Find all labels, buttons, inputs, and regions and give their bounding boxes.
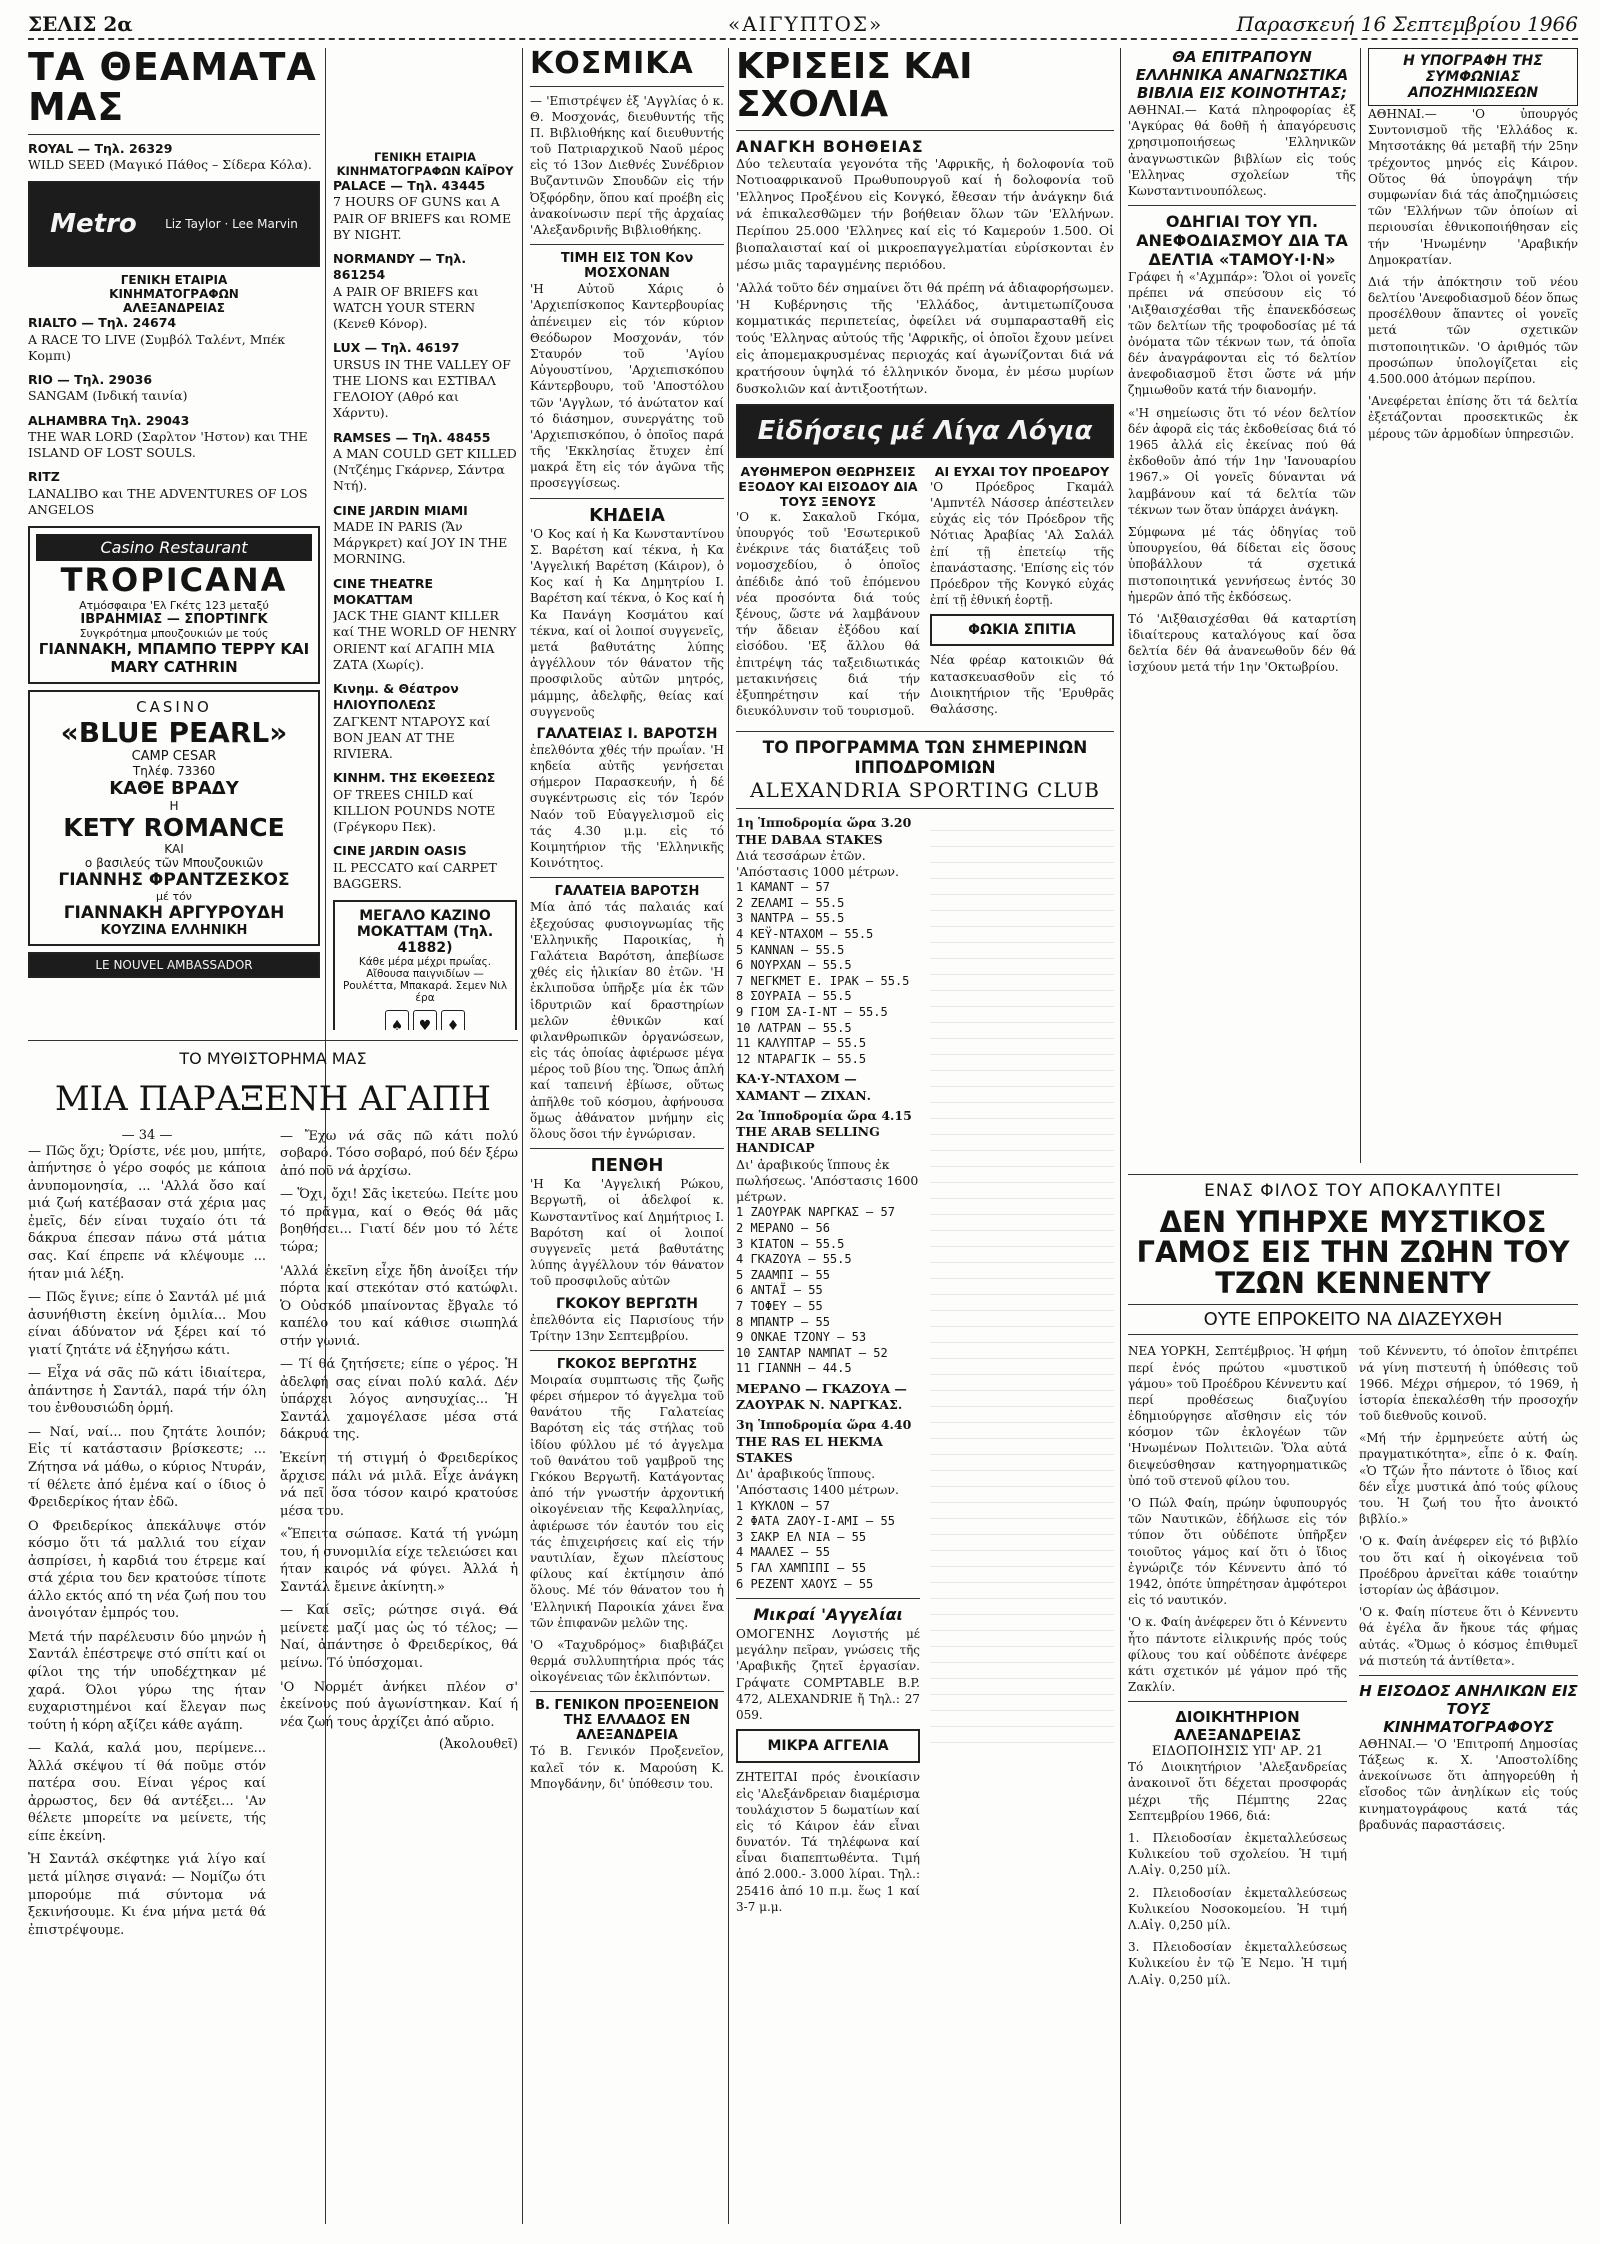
paragraph: 'Ο κ. Φαίη ἀνέφερεν ὅτι ὁ Κέννεντυ ἦτο πάντοτε εἰλικρινής πρός τούς φίλους του καί οὐδέποτε ἀνέφερε κάτι σχετικόν μέ γάμον πρό τῆς Ζακλίν.: [1128, 1615, 1347, 1695]
cinema-film: THE WAR LORD (Σαρλτον 'Ηστον) και THE ISLAND OF LOST SOULS.: [28, 428, 308, 461]
race-entry: 8 ΣΟΥΡΑΙΑ — 55.5: [736, 989, 852, 1004]
paragraph: ΟΜΟΓΕΝΗΣ Λογιστής μέ μεγάλην πεῖραν, γνώσεις τῆς 'Αραβικῆς ζητεῖ ἐργασίαν. Γράψατε COMPTABLE B.P. 472, ALEXANDRIE ἤ Τηλ.: 27 059.: [736, 1627, 920, 1722]
news-column: [1368, 48, 1578, 1158]
article-kicker: ΕΝΑΣ ΦΙΛΟΣ ΤΟΥ ΑΠΟΚΑΛΥΠΤΕΙ: [1204, 1181, 1502, 1201]
classifieds-title: ΜΙΚΡΑ ΑΓΓΕΛΙΑ: [736, 1729, 920, 1763]
cinema-name: RIO — Τηλ. 29036: [28, 372, 153, 388]
paragraph: 'Ο κ. Φαίη ἀνέφερεν εἰς τό βιβλίο του ὅτι καί ἡ οἰκογένεια τοῦ Προέδρου ἀρνεῖται κάθε τοιαύτην ἱστορίαν ὡς ἀβάσιμον.: [1359, 1534, 1578, 1597]
race-entry: 5 ΓΑΛ ΧΑΜΠΙΠΙ — 55: [736, 1561, 867, 1576]
article-headline: ΚΗΔΕΙΑ: [589, 504, 665, 526]
paragraph: — Ὅχι, ὄχι! Σᾶς ἱκετεύω. Πείτε μου τό πρᾶγμα, καί ο Θεός θά μᾶς βοηθήσει... Γιατί δέν μου τό λέτε τώρα;: [280, 1187, 518, 1255]
card-icon: ♠: [385, 1010, 409, 1030]
race-entry: 6 ΡΕΖΕΝΤ ΧΑΟΥΣ — 55: [736, 1576, 874, 1591]
race-entry: 2 ΦΑΤΑ ΖΑΟΥ-Ι-ΑΜΙ — 55: [736, 1514, 895, 1529]
article-headline: ΓΑΛΑΤΕΙΑ ΒΑΡΟΤΣΗ: [554, 884, 700, 900]
ad-line: Η: [169, 799, 179, 814]
metro-logo: Metro: [50, 209, 137, 240]
page-number: ΣΕΛΙΣ 2α: [28, 12, 133, 36]
company-heading: ΓΕΝΙΚΗ ΕΤΑΙΡΙΑ ΚΙΝΗΜΑΤΟΓΡΑΦΩΝ ΚΑΪΡΟΥ: [336, 150, 514, 178]
ad-line: CASINO: [136, 698, 212, 717]
cards-illustration: [341, 1010, 509, 1030]
deceased-name: ΓΚΟΚΟΥ ΒΕΡΓΩΤΗ: [555, 1295, 699, 1312]
race-entry: 9 ΟΝΚΑΕ ΤΖΟΝΥ — 53: [736, 1330, 867, 1345]
paragraph: τοῦ Κέννεντυ, τό ὁποῖον ἐπιτρέπει νά γίνη πιστευτή ἡ ὑπόθεσις τοῦ 1966. Μέχρι σήμερον, τό 1969, ἡ ἱστορία ἐπεκαλέσθη τήν προσοχήν τοῦ διεθνοῦς κοινοῦ.: [1359, 1344, 1578, 1424]
race-entry: 6 ΑΝΤΑΪ — 55: [736, 1283, 823, 1298]
race-tip: ΚΑ·Υ-ΝΤΑΧΟΜ — ΧΑΜΑΝΤ — ΖΙΧΑΝ.: [736, 1071, 872, 1103]
paragraph: — Τί θά ζητήσετε; είπε ο γέρος. Ἡ ἀδελφή σας είναι πολύ καλά. Δέν ὑπάρχει λόγος ανησυχίας... Ἡ Σαντάλ χαμογέλασε μέσα στά δάκρυά της.: [280, 1357, 518, 1443]
racing-club: ALEXANDRIA SPORTING CLUB: [750, 778, 1100, 803]
paragraph: Νέα φρέαρ κατοικιῶν θά κατασκευασθοῦν εἰς τό Διοικητήριον τῆς 'Ερυθρᾶς Θαλάσσης.: [930, 653, 1114, 716]
ad-line: ΙΒΡΑΗΜΙΑΣ — ΣΠΟΡΤΙΝΓΚ: [80, 612, 268, 628]
cinema-name: RITZ: [28, 469, 60, 485]
paragraph: 'Η Αὐτοῦ Χάρις ὁ 'Αρχιεπίσκοπος Καντερβουρίας ἀπένειμεν εἰς τόν κύριον Θεόδωρον Μοσχονάν, τόν Σταυρόν τοῦ 'Αγίου Αὐγουστίνου, 'Αρχιεπισκόπου Κάντερβουρυ, τοῦ 'Αποστόλου τῶν 'Αγγλων, τό ἀνώτατον καί τό διάσημον, συνεργάτης τοῦ 'Αρχιεπισκόπου, ὁ ὁποῖος παρά τῆς 'Εκκλησίας ἔτυχεν ἐπί μακρά ἔτη εἰς τόν ἀγῶνα τῆς προσεγγίσεως.: [530, 282, 724, 491]
race-entry: 4 ΓΚΑΖΟΥΑ — 55.5: [736, 1252, 852, 1267]
ad-line: ΚΟΥΖΙΝΑ ΕΛΛΗΝΙΚΗ: [100, 923, 248, 939]
ad-line: KETY ROMANCE: [63, 813, 285, 843]
paragraph: Μοιραία συμπτωσις τῆς ζωῆς φέρει σήμερον τό ἀγγελμα τοῦ θανάτου τῆς Γαλατείας Βαρότση εἰς τάς στήλας τοῦ ἰδίου φύλλου μέ τό ἀγγελμα τοῦ θανάτου τοῦ γαμβροῦ της Γκόκου Βεργωτῆ. Κατάγοντας ἀπό τήν γνωστήν ἀρχοντική οἰκογένειαν τῆς Κεφαλληνίας, ἀφιέρωσε τόν ἑαυτόν του εἰς τάς ἐπιχειρήσεις καί εἰς τήν ναυτιλίαν, ἔχων πλείστους φίλους καί ἐκτίμησιν ἀπό ὅλους. Μέ τόν θάνατον του ἡ 'Ελληνική Παροικία χάνει ἕνα τῶν ἐπιφανῶν μελῶν της.: [530, 1372, 724, 1630]
cinema-name: CINE THEATRE MOKATTAM: [333, 575, 434, 607]
race-entry: 12 ΝΤΑΡΑΓΙΚ — 55.5: [736, 1051, 867, 1066]
society-column: [530, 48, 724, 2228]
newspaper-title: «ΑΙΓΥΠΤΟΣ»: [728, 12, 884, 36]
ad-line: CAMP CESAR: [131, 749, 217, 765]
article-headline: ΔΕΝ ΥΠΗΡΧΕ ΜΥΣΤΙΚΟΣ ΓΑΜΟΣ ΕΙΣ ΤΗΝ ΖΩΗΝ ΤΟΥ ΤΖΩΝ ΚΕΝΝΕΝΤΥ: [1136, 1205, 1570, 1300]
paragraph: Ἡ Σαντάλ σκέφτηκε γιά λίγο καί μετά μίλησε σιγανά: — Νομίζω ότι μπορούμε πιά σύντομα νά ξεκινήσουμε. Κι ένα μήνα μετά θά ἐπιστρέψουμε.: [28, 1852, 266, 1938]
racing-program-title: ΤΟ ΠΡΟΓΡΑΜΜΑ ΤΩΝ ΣΗΜΕΡΙΝΩΝ ΙΠΠΟΔΡΟΜΙΩΝ: [762, 738, 1088, 779]
paragraph: Σύμφωνα μέ τάς ὁδηγίας τοῦ ὑπουργείου, θά δίδεται εἰς ὅσους ὑποβάλλουν τά σχετικά πιστοποιητικά γεννήσεως ἐντός 30 ἡμερῶν ἀπό τῆς ἐκδόσεως.: [1128, 524, 1356, 604]
paragraph: «'Η σημείωσις ὅτι τό νέον δελτίον δέν ἀφορᾶ εἰς τάς ἐκδοθείσας διά τό 1965 ἀλλά εἰς ἐκείνας πού θά ἐκδοθοῦν ἀπό τήν 1ην 'Ιανουαρίου 1967.» Οἱ γονεῖς δύνανται νά λαμβάνουν καί τά δελτία τῶν τέκνων των ὅταν ὑπάρχει ἀνάγκη.: [1128, 405, 1356, 517]
race-entry: 5 ΚΑΝΝΑΝ — 55.5: [736, 942, 845, 957]
article-headline: Β. ΓΕΝΙΚΟΝ ΠΡΟΞΕΝΕΙΟΝ ΤΗΣ ΕΛΛΑΔΟΣ ΕΝ ΑΛΕΞΑΝΔΡΕΙΑ: [535, 1698, 719, 1744]
metro-ad: [28, 181, 320, 267]
race-entry: 5 ΖΑΑΜΠΙ — 55: [736, 1267, 830, 1282]
article-headline: ΑΥΘΗΜΕΡΟΝ ΘΕΩΡΗΣΕΙΣ ΕΞΟΔΟΥ ΚΑΙ ΕΙΣΟΔΟΥ ΔΙΑ ΤΟΥΣ ΞΕΝΟΥΣ: [738, 463, 918, 509]
cinema-name: CINE JARDIN MIAMI: [333, 502, 468, 518]
race-list-continued: [930, 815, 1114, 1755]
article-headline: ΔΙΟΙΚΗΤΗΡΙΟΝ ΑΛΕΞΑΝΔΡΕΙΑΣ: [1173, 1708, 1302, 1745]
race-entry: 10 ΛΑΤΡΑΝ — 55.5: [736, 1020, 852, 1035]
paragraph: ΑΘΗΝΑΙ.— 'Ο ὑπουργός Συντονισμοῦ τῆς 'Ελλάδος κ. Μητσοτάκης θά μεταβῆ τήν 25ην τρέχοντος μηνός εἰς Κάιρον. Οὕτος θά ὑπογράψη τήν συμφωνίαν διά τάς ἀποζημιώσεις τῶν 'Ελλήνων τῶν ὁποίων αἱ περιουσίαι ἐθνικοποιήθησαν εἰς τήν 'Ηνωμένην 'Αραβικήν Δημοκρατίαν.: [1368, 107, 1578, 267]
news-brief-banner: Εἰδήσεις μέ Λίγα Λόγια: [736, 404, 1114, 458]
paragraph: 'Αλλά τοῦτο δέν σημαίνει ὅτι θά πρέπη νά ἀδιαφορήσωμεν. 'Η Κυβέρνησις τῆς 'Ελλάδος, ἀντιμετωπίζουσα κομματικάς περιπετείας, ὀφείλει νά συμπαρασταθῆ εἰς τούς 'Ελληνας αὐτούς τῆς 'Αφρικῆς, οἱ ὁποῖοι ἔχουν μείνει εἰς ἀπομεμακρυσμένας περιοχάς καί ἀγωνίζονται διά νά κρατήσουν ὑψηλά τό ἑλληνικόν ὄνομα, ἐν μέσω μυρίων δυσκολιῶν καί ἀντιξοοτήτων.: [736, 279, 1114, 396]
ad-line: ΓΙΑΝΝΑΚΗ ΑΡΓΥΡΟΥΔΗ: [63, 903, 285, 924]
paragraph: — 'Επιστρέψεν ἐξ 'Αγγλίας ὁ κ. Θ. Μοσχονάς, διευθυντής τῆς Π. Βιβλιοθήκης καί διευθυντής τοῦ Πατριαρχικοῦ Ναοῦ μέρος εἰς τό 13ον Διεθνές Συνέδριον Βυζαντινῶν Σπουδῶν εἰς τήν Ὀξφόρδην, ὅπου καί προέβη εἰς ἀνακοίνωσιν περί τῆς ἀρχαίας 'Αλεξανδρινῆς Βιβλιοθήκης.: [530, 93, 724, 237]
race-conditions: Δι' ἀραβικούς ἵππους. 'Απόστασις 1400 μέτρων.: [736, 1466, 899, 1498]
paragraph: Δύο τελευταία γεγονότα τῆς 'Αφρικῆς, ἡ δολοφονία τοῦ Νοτιοαφρικανοῦ Πρωθυπουργοῦ καί ἡ δολοφονία τοῦ 'Ελληνος Προξένου εἰς Κονγκό, ἔθεσαν τήν ἀνάγκην διά νά ἐπικαλεσθῶμεν τήν βοήθειαν ὅλων τῶν 'Ελλήνων. Περίπου 25.000 'Ελληνες καί εἰς τό Καμερούν 1.500. Οἱ βιοπαλαισταί καί οἱ μικροεπαγγελματίαι εὑρίσκονται ἐν μέσω μιᾶς ταραγμένης περιόδου.: [736, 155, 1114, 272]
classifieds-title: Μικραί 'Αγγελίαι: [753, 1605, 903, 1625]
race-title: 1η Ἱπποδρομία ὥρα 3.20 THE DABAA STAKES: [736, 815, 912, 847]
cinema-name: CINE JARDIN OASIS: [333, 843, 467, 859]
metro-cast: Liz Taylor · Lee Marvin: [165, 217, 298, 232]
ad-line: ο βασιλεύς τῶν Μπουζουκιῶν: [84, 856, 264, 871]
race-entry: 1 ΚΑΜΑΝΤ — 57: [736, 880, 830, 895]
paragraph: Τό Διοικητήριον 'Αλεξανδρείας ἀνακοινοῖ ὅτι δέχεται προσφοράς μέχρι τῆς Πέμπτης 22ας Σεπτεμβρίου 1966, διά:: [1128, 1760, 1347, 1823]
paragraph: Ἐκείνη τή στιγμή ὁ Φρειδερίκος ἄρχισε πάλι νά μιλᾶ. Εἶχε ἀνάγκη νά πεῖ ὅσα τόσον καιρό κρατούσε μέσα του.: [280, 1450, 518, 1519]
race-entry: 6 ΝΟΥΡΧΑΝ — 55.5: [736, 958, 852, 973]
ad-line: Κάθε μέρα μέχρι πρωΐας. Αἴθουσα παιγνιδίων — Ρουλέττα, Μπακαρά. Σεμεν Νιλ έρα: [342, 956, 508, 1004]
cinema-name: PALACE — Τηλ. 43445: [333, 178, 486, 193]
race-entry: 7 ΝΕΓΚΜΕΤ Ε. ΙΡΑΚ — 55.5: [736, 973, 910, 988]
cinema-name: ROYAL — Τηλ. 26329: [28, 140, 173, 156]
cinema-name: LUX — Τηλ. 46197: [333, 340, 460, 356]
list-item: 3. Πλειοδοσίαν ἐκμεταλλεύσεως Κυλικείου ἐν τῷ Ἑ Νεμο. Ἡ τιμή Λ.Αἰγ. 0,250 μίλ.: [1128, 1940, 1347, 1987]
cinema-name: ALHAMBRA Τηλ. 29043: [28, 412, 190, 428]
column-rule: [1360, 48, 1361, 1163]
ad-line: Τηλέφ. 73360: [132, 764, 216, 779]
serial-kicker: ΤΟ ΜΥΘΙΣΤΟΡΗΜΑ ΜΑΣ: [28, 1040, 518, 1068]
section-title: ΚΡΙΣΕΙΣ ΚΑΙ ΣΧΟΛΙΑ: [736, 48, 973, 125]
small-ad: LE NOUVEL AMBASSADOR: [28, 952, 320, 978]
article-subheadline: ΟΥΤΕ ΕΠΡΟΚΕΙΤΟ ΝΑ ΔΙΑΖΕΥΧΘΗ: [1128, 1304, 1578, 1335]
cinema-film: MADE IN PARIS (Ἄν Μάργκρετ) καί JOY IN THE MORNING.: [333, 518, 508, 567]
race-entry: 8 ΜΠΑΝΤΡ — 55: [736, 1314, 830, 1329]
paragraph: 'Η Κα 'Αγγελική Ρώκου, Βεργωτῆ, οἱ ἀδελφοί κ. Κωνσταντῖνος καί Δημήτριος Ι. Βαρότση καί οἱ λοιποί συγγενεῖς μετά βαθυτάτης λύπης ἀγγέλλουν τόν θάνατον τοῦ προσφιλοῦς αὐτῶν: [530, 1177, 724, 1289]
ad-line: Casino Restaurant: [36, 534, 312, 561]
cinema-name: RAMSES — Τηλ. 48455: [333, 429, 491, 445]
paragraph: — Ναί, ναί... που ζητάτε λοιπόν; Εἰς τί κατάστασιν βρίσκεστε; ... Ζήτησα νά μάθω, ο κύριος Ντυράν, τί θέλετε ἀπό ἐμένα καί ο ίδιος ὁ Φρειδερίκος ήταν ἐδῶ.: [28, 1424, 266, 1511]
paragraph: Τό Β. Γενικόν Προξενεῖον, καλεῖ τόν κ. Μαρούση Κ. Μπογδάνην, δι' ὑπόθεσιν του.: [530, 1744, 724, 1791]
article-subheadline: ΕΙΔΟΠΟΙΗΣΙΣ ΥΠ' ΑΡ. 21: [1151, 1744, 1324, 1760]
masthead: [28, 8, 1578, 40]
paragraph: 'Αλλά ἐκεῖνη εἶχε ἤδη ἀνοίξει τήν πόρτα καί στεκόταν στό κατώφλι. Ὁ Οὐσκόδ μπαίνοντας ἔβγαλε τό καπέλο του καί κάθισε σιωπηλά στήν γωνιά.: [280, 1263, 518, 1349]
column-rule: [728, 48, 729, 2224]
paragraph: Ο Φρειδερίκος ἀπεκάλυψε στόν κόσμο ὅτι τά μαλλιά του είχαν ἀσπρίσει, ἡ καρδιά του έτρεμε καί στά χέρια του δεν κρατούσε τίποτε άλλο εκτός από τη νέα ζωή που του ἀνοιγόταν ἐμπρός του.: [28, 1518, 266, 1622]
paragraph: ΖΗΤΕΙΤΑΙ πρός ἐνοικίασιν εἰς 'Αλεξάνδρειαν διαμέρισμα τουλάχιστον 5 δωματίων καί εἰς τό Κάιρον ἐάν εἶναι δυνατόν. Τά τηλέφωνα καί εἶναι διαπεπτωθέντα. Τιμή ἀπό 2.000.- 3.000 λίραι. Τηλ.: 25416 ἀπό 10 π.μ. ἕως 1 καί 3-7 μ.μ.: [736, 1770, 920, 1914]
race-entry: 10 ΣΑΝΤΑΡ ΝΑΜΠΑΤ — 52: [736, 1345, 888, 1360]
serial-title: ΜΙΑ ΠΑΡΑΞΕΝΗ ΑΓΑΠΗ: [54, 1079, 492, 1119]
paragraph: — Πῶς ἔγινε; είπε ὁ Σαντάλ μέ μιά ἀσυνήθιστη ἐκείνη ὁμιλία... Μου είναι άδύνατον νά ξέρει καί τό γιατί ζητάτε νά ἐξηγήσω κάτι.: [28, 1290, 266, 1358]
race-entry: 2 ΖΕΛΑΜΙ — 55.5: [736, 895, 845, 910]
list-item: 1. Πλειοδοσίαν ἐκμεταλλεύσεως Κυλικείου τοῦ σχολείου. Ἡ τιμή Λ.Αἰγ. 0,250 μίλ.: [1128, 1831, 1347, 1878]
ad-line: ΓΙΑΝΝΗΣ ΦΡΑΝΤΖΕΣΚΟΣ: [58, 870, 290, 891]
blue-pearl-ad: [28, 690, 320, 946]
kennedy-article: [1128, 1168, 1578, 2228]
deceased-name: ΓΑΛΑΤΕΙΑΣ Ι. ΒΑΡΟΤΣΗ: [536, 725, 718, 742]
continued-note: (Ἀκολουθεῖ): [438, 1737, 518, 1753]
race-entry: 4 ΚΕΫ-ΝΤΑΧΟΜ — 55.5: [736, 927, 874, 942]
paragraph: ἐπελθόντα εἰς Παρισίους τήν Τρίτην 13ην Σεπτεμβρίου.: [530, 1312, 724, 1343]
ad-line: Ατμόσφαιρα 'Ελ Γκέτς 123 μεταξύ: [79, 599, 269, 613]
list-item: 2. Πλειοδοσίαν ἐκμεταλλεύσεως Κυλικείου Νοσοκομείου. Ἡ τιμή Λ.Αἰγ. 0,250 μίλ.: [1128, 1885, 1347, 1932]
race-entry: 3 ΝΑΝΤΡΑ — 55.5: [736, 911, 845, 926]
cinema-name: RIALTO — Τηλ. 24674: [28, 315, 177, 331]
cairo-cinema-column: [333, 150, 517, 1030]
ad-line: Συγκρότημα μπουζουκιών με τούς: [79, 627, 269, 641]
article-headline: ΑΙ ΕΥΧΑΙ ΤΟΥ ΠΡΟΕΔΡΟΥ: [934, 463, 1110, 479]
cinema-film: JACK THE GIANT KILLER καί THE WORLD OF HENRY ORIENT καί ΑΓΑΠΗ ΜΙΑ ΖΑΤΑ (Χωρίς).: [333, 608, 517, 672]
race-entry: 1 ΖΑΟΥΡΑΚ ΝΑΡΓΚΑΣ — 57: [736, 1205, 895, 1220]
cinema-column: [28, 48, 320, 1028]
tropicana-ad: [28, 526, 320, 684]
ad-line: μέ τόν: [156, 890, 192, 904]
cinema-film: IL PECCATO καί CARPET BAGGERS.: [333, 859, 497, 891]
article-headline: Η ΥΠΟΓΡΑΦΗ ΤΗΣ ΣΥΜΦΩΝΙΑΣ ΑΠΟΖΗΜΙΩΣΕΩΝ: [1368, 48, 1578, 106]
ad-brand: TROPICANA: [60, 561, 288, 600]
article-headline: ΟΔΗΓΙΑΙ ΤΟΥ ΥΠ. ΑΝΕΦΟΔΙΑΣΜΟΥ ΔΙΑ ΤΑ ΔΕΛΤΙΑ «ΤΑΜΟΥ·Ι·Ν»: [1136, 212, 1348, 270]
paragraph: 'Ο κ. Φαίη πίστευε ὅτι ὁ Κέννεντυ θά ἐγέλα ἄν ἤκουε τάς φήμας αὐτάς. «Ὅμως ὁ κόσμος ἐπιθυμεῖ νά πιστεύη τά ἀντίθετα».: [1359, 1605, 1578, 1668]
paragraph: ΑΘΗΝΑΙ.— 'Ο 'Επιτροπή Δημοσίας Τάξεως κ. Χ. 'Αποστολίδης ἀνεκοίνωσε ὅτι ἀπηγορεύθη ἡ εἴσοδος τῶν ἀνηλίκων εἰς τούς κινηματογράφους κατά τάς βραδυνάς παραστάσεις.: [1359, 1736, 1578, 1832]
cinema-film: A PAIR OF BRIEFS και WATCH YOUR STERN (Κενεθ Κόνορ).: [333, 283, 479, 331]
cinema-film: URSUS IN THE VALLEY OF THE LIONS και ΕΣΤΙΒΑΛ ΓΕΛΟΙΟΥ (Αθρό και Χάρντυ).: [333, 356, 511, 421]
column-rule: [1120, 48, 1121, 2224]
cinema-film: LANALIBO και THE ADVENTURES OF LOS ANGELOS: [28, 485, 308, 517]
race-title: 3η Ἱπποδρομία ὥρα 4.40 THE RAS EL HEKMA STAKES: [736, 1417, 912, 1465]
paragraph: — Πῶς ὅχι; Ὀρίστε, νέε μου, μπήτε, ἀπήντησε ὁ γέρο σοφός με κάποια ἀνυπομονησία, ... 'Αλλά ὄσο καί μιά ζωή κατέβασαν στά χέρια μας ἐμεῖς, δέν είναι τυχαίο ότι τά δάκρυα έπεσαν πάνω στά μάτια σας. Καί έπρεπε νά κλέψουμε ... ήταν μιά λέξη.: [28, 1143, 266, 1282]
cinema-film: SANGAM (Ινδική ταινία): [28, 388, 188, 404]
paragraph: ΝΕΑ ΥΟΡΚΗ, Σεπτέμβριος. Ἡ φήμη περί ἑνός πρώτου «μυστικοῦ γάμου» τοῦ Προέδρου Κέννεντυ καί περί προθέσεως διαζυγίου ἐδημιούργησε αἴσθησιν εἰς τόν κόσμον τῶν ἐκλογέων τῶν 'Ηνωμένων Πολιτειῶν. Ὅλα αὐτά διεψεύσθησαν κατηγορηματικῶς ὑπό τοῦ στενοῦ φίλου του.: [1128, 1344, 1347, 1488]
mokattam-casino-ad: [333, 900, 517, 1030]
cinema-film: OF TREES CHILD καί KILLION POUNDS NOTE (Γρέγκορυ Πεκ).: [333, 786, 496, 834]
race-tip: ΜΕΡΑΝΟ — ΓΚΑΖΟΥΑ — ΖΑΟΥΡΑΚ Ν. ΝΑΡΓΚΑΣ.: [736, 1380, 907, 1413]
paragraph: ἐπελθόντα χθές τήν πρωΐαν. 'Η κηδεία αὐτῆς γενήσεται σήμερον Παρασκευήν, ἡ δέ συγκέντρωσις εἰς τόν Ἱερόν Ναόν τοῦ Εὐαγγελισμοῦ εἰς τάς 4.30 μ.μ. εἰς τό Κοιμητήριον τῆς 'Ελληνικῆς Κοινότητος.: [530, 742, 724, 871]
paragraph: 'Ο Πρόεδρος Γκαμάλ 'Αμπντέλ Νάσσερ ἀπέστειλεν εὐχάς εἰς τόν Πρόεδρον τῆς Νότιας Ἀραβίας 'Αλ Σαλάλ ἐπί τῇ ἐπετείῳ τῆς ἐπανάστασης. 'Επίσης εἰς τόν Πρόεδρον τῆς Κονγκό εὐχάς ἐπί τῇ ἐθνική ἑορτῇ.: [930, 479, 1114, 608]
race-entry: 4 ΜΑΑΛΕΣ — 55: [736, 1545, 830, 1560]
race-entry: 11 ΚΑΛΥΠΤΑΡ — 55.5: [736, 1036, 867, 1051]
cinema-film: 7 HOURS OF GUNS και A PAIR OF BRIEFS και ROME BY NIGHT.: [333, 194, 512, 242]
paragraph: — Ἔχω νά σᾶς πῶ κάτι πολύ σοβαρό. Τόσο σοβαρό, πού δέν ξέρω ἀπό ποῦ νά ἀρχίσω.: [280, 1128, 518, 1179]
cinema-film: A MAN COULD GET KILLED (Ντζέημς Γκάρνερ, Σάντρα Ντή).: [333, 445, 517, 494]
paragraph: Μία ἀπό τάς παλαιάς καί ἐξεχούσας φυσιογνωμίας τῆς 'Ελληνικῆς Παροικίας, ἡ Γαλάτεια Βαρότση, ἀπεβίωσε χθές εἰς ἡλικίαν 80 ἐτῶν. 'Η ἐκλιποῦσα ὑπῆρξε μία ἐκ τῶν ἱδρυτριῶν καί δραστηρίων μελῶν ἐθνικῶν καί φιλανθρωπικῶν ὀργανώσεων, εἰς τάς ὁποίας ἀφιέρωσε μέγα μέρος τοῦ βίου της. Ὅπως ἁπλή καί ταπεινή ἐβίωσε, οὕτως ἀπῆλθε τοῦ κόσμου, ἀφήνουσα ὅμως ἀθάνατον μνήμην εἰς ὅλους ὅσοι τήν ἐγνώρισαν.: [530, 900, 724, 1141]
paragraph: Γράφει ἡ «'Αχμπάρ»: Ὅλοι οἱ γονεῖς πρέπει νά σπεύσουν εἰς τό 'Αιξθαισχέσθαι τῆς ἐπανεκδόσεως τῶν δελτίων τῆς τροφοδοσίας μέ τά ὀνόματα τῶν τέκνων των, τά ὁποῖα δέν ἀναγράφονται εἰς τό δελτίον ἀνεφοδιασμοῦ ἔτσι ὥστε νά μήν ζημιωθοῦν κατά τήν διανομήν.: [1128, 270, 1356, 398]
cinema-name: Κινημ. & Θέατρον ΗΛΙΟΥΠΟΛΕΩΣ: [333, 681, 459, 713]
episode-number: — 34 —: [121, 1127, 173, 1143]
article-headline: ΑΝΑΓΚΗ ΒΟΗΘΕΙΑΣ: [736, 136, 924, 156]
ad-line: ΚΑΘΕ ΒΡΑΔΥ: [109, 778, 239, 800]
article-headline: ΘΑ ΕΠΙΤΡΑΠΟΥΝ ΕΛΛΗΝΙΚΑ ΑΝΑΓΝΩΣΤΙΚΑ ΒΙΒΛΙΑ ΕΙΣ ΚΟΙΝΟΤΗΤΑΣ;: [1135, 48, 1349, 102]
card-icon: ♥: [413, 1010, 437, 1030]
paragraph: 'Ανεφέρεται ἐπίσης ὅτι τά δελτία ἐξετάζονται προσεκτικῶς ἐκ μέρους τῶν ἁρμοδίων ὑπηρεσιῶν.: [1368, 394, 1578, 441]
article-headline: Η ΕΙΣΟΔΟΣ ΑΝΗΛΙΚΩΝ ΕΙΣ ΤΟΥΣ ΚΙΝΗΜΑΤΟΓΡΑΦΟΥΣ: [1359, 1681, 1578, 1736]
paragraph: 'Ο κ. Σακαλοῦ Γκόμα, ὑπουργός τοῦ 'Εσωτερικοῦ ἐνέκρινε τάς διατάξεις τοῦ νομοσχεδίου, ὁ ὁποῖος ἀπέδιδε ἀπό τοῦ ἐπόμενου νέα προσόντα διά τούς ξένους, ὥστε νά λαμβάνουν τήν ἄδειαν ἐξόδου καί εἰσόδου. 'Εξ ἄλλου θά ἐπιτρέψη τάς ταξειδιωτικάς μετακινήσεις διά τήν ἐξυπηρέτησιν καί τήν διευκόλυνσιν τοῦ τουρισμοῦ.: [736, 509, 920, 719]
race-entry: 11 ΓΙΑΝΝΗ — 44.5: [736, 1361, 852, 1376]
race-title: 2α Ἱπποδρομία ὥρα 4.15 THE ARAB SELLING HANDICAP: [736, 1107, 912, 1156]
paragraph: — Καλά, καλά μου, περίμενε... Ἀλλά σκέψου τί θά ποῦμε στόν πατέρα σου. Είναι γέρος καί ἀρρωστος, δεν θά αντέξει... 'Αν θέλετε μπορείτε να μείνετε, τής είπε ἐκείνη.: [28, 1741, 266, 1844]
column-rule: [522, 48, 523, 2224]
race-list: [736, 815, 920, 1921]
serial-novel: [28, 1040, 518, 2230]
race-conditions: Διά τεσσάρων ἐτῶν. 'Απόστασις 1000 μέτρων.: [736, 847, 899, 880]
article-headline: ΤΙΜΗ ΕΙΣ ΤΟΝ Κον ΜΟΣΧΟΝΑΝ: [560, 251, 694, 282]
paragraph: 'Ο Πώλ Φαίη, πρώην ὑφυπουργός τῶν Ναυτικῶν, ἐδήλωσε εἰς τόν τύπον ὅτι οὐδέποτε ὑπῆρξεν τοιοῦτος γάμος καί ὅτι ὁ ἴδιος ἐγνώριζε τόν Κέννεντυ ἀπό τό 1942, ὁπότε ὑπηρέτησαν ἀμφότεροι εἰς τό ναυτικόν.: [1128, 1496, 1347, 1608]
cinema-film: A RACE TO LIVE (Συμβόλ Ταλέντ, Μπέκ Κομπι): [28, 331, 286, 363]
paragraph: Μετά τήν παρέλευσιν δύο μηνών ἡ Σαντάλ ἐπέστρεψε στό σπίτι καί οι φίλοι της τήν υποδέχτηκαν μέ χαρά. Όλοι γύρω της ήταν ευχαριστημένοι καί ἔλεγαν πως τούτη ἡ κόρη αξίζει κάθε αγάπη.: [28, 1629, 266, 1733]
ad-title: ΜΕΓΑΛΟ ΚΑΖΙΝΟ ΜΟΚΑΤΤΑΜ (Τηλ. 41882): [356, 908, 494, 956]
card-icon: ♦: [441, 1010, 465, 1030]
race-entry: 3 ΣΑΚΡ ΕΛ ΝΙΑ — 55: [736, 1529, 867, 1544]
cinema-name: NORMANDY — Τηλ. 861254: [333, 251, 467, 283]
race-entry: 7 ΤΟΦΕΥ — 55: [736, 1298, 823, 1313]
race-conditions: Δι' ἀραβικούς ἵππους ἐκ πωλήσεως. 'Απόστασις 1600 μέτρων.: [736, 1156, 919, 1205]
paragraph: ΑΘΗΝΑΙ.— Κατά πληροφορίας ἐξ 'Αγκύρας θά δοθῆ ἡ ἀπαγόρευσις χρησιμοποιήσεως 'Ελληνικῶν ἀναγνωστικῶν βιβλίων εἰς τούς 'Ελληνας σχολείων τῆς Κωνσταντινουπόλεως.: [1128, 103, 1356, 198]
paragraph: «Ἔπειτα σώπασε. Κατά τή γνώμη του, ή συνομιλία είχε τελειώσει και ήταν καιρός νά φύγει. Ἀλλά ἡ Σαντάλ ἔμεινε ἀκίνητη.»: [280, 1527, 518, 1595]
paragraph: — Εἶχα νά σᾶς πῶ κάτι ἰδιαίτερα, ἀπάντησε ἡ Σαντάλ, παρά τήν όλη του ἐνθουσιώδη ὁρμή.: [28, 1366, 266, 1417]
commentary-column: [736, 48, 1114, 2228]
ad-brand: «BLUE PEARL»: [60, 716, 288, 750]
cinema-film: WILD SEED (Μαγικό Πάθος – Σίδερα Κόλα).: [28, 157, 312, 173]
company-heading: ΓΕΝΙΚΗ ΕΤΑΙΡΙΑ ΚΙΝΗΜΑΤΟΓΡΑΦΩΝ ΑΛΕΞΑΝΔΡΕΙΑΣ: [109, 273, 239, 316]
paragraph: Διά τήν ἀπόκτησιν τοῦ νέου δελτίου 'Ανεφοδιασμοῦ δέον ὅπως προσέλθουν ἅπαντες οἱ γονεῖς μετά τῶν σχετικῶν πιστοποιητικῶν. 'Ο ἀριθμός τῶν προσώπων ὑπολογίζεται εἰς 4.500.000 ἀτόμων περίπου.: [1368, 274, 1578, 386]
race-entry: 2 ΜΕΡΑΝΟ — 56: [736, 1221, 830, 1235]
section-title: ΤΑ ΘΕΑΜΑΤΑ ΜΑΣ: [28, 48, 317, 129]
issue-date: Παρασκευή 16 Σεπτεμβρίου 1966: [1236, 12, 1578, 36]
paragraph: 'Ο «Ταχυδρόμος» διαβιβάζει θερμά συλλυπητήρια πρός τάς οἰκογένειας τῶν ἐκλιπόντων.: [530, 1637, 724, 1685]
article-headline: ΠΕΝΘΗ: [590, 1155, 664, 1177]
ad-line: ΚΑΙ: [164, 842, 184, 857]
section-title: ΚΟΣΜΙΚΑ: [530, 48, 694, 81]
paragraph: Τό 'Αιξθαισχέσθαι θά καταρτίση ἰδιαίτερους καταλόγους καί ὅσα δελτία δέν θά ἀνανεωθοῦν δέν θά ἰσχύουν μετά τήν 1ην 'Οκτωβρίου.: [1128, 611, 1356, 675]
race-entry: 3 ΚΙΑΤΟΝ — 55.5: [736, 1236, 845, 1251]
news-column: [1128, 48, 1356, 1158]
article-headline: ΓΚΟΚΟΣ ΒΕΡΓΩΤΗΣ: [556, 1356, 698, 1372]
race-entry: 1 ΚΥΚΛΟΝ — 57: [736, 1498, 830, 1513]
ad-line: ΓΙΑΝΝΑΚΗ, ΜΠΑΜΠΟ ΤΕΡΡΥ ΚΑΙ MARY CATHRIN: [38, 640, 310, 677]
race-entry: 9 ΓΙΟΜ ΣΑ-Ι-ΝΤ — 55.5: [736, 1005, 888, 1020]
paragraph: 'Ο Νορμέτ ἀνήκει πλέον σ' ἐκείνους πού ἀγωνίστηκαν. Καί ή νέα ζωή τους ἀρχίζει ἀπό αὔριο.: [280, 1679, 518, 1730]
cinema-film: ΖΑΓΚΕΝΤ ΝΤΑΡΟΥΣ καί BON JEAN AT THE RIVIERA.: [333, 713, 491, 761]
paragraph: «Μή τήν ἐρμηνεύετε αὐτή ὡς πραγματικότητα», εἶπε ὁ κ. Φαίη. «Ὁ Τζών ἦτο πάντοτε ὁ ἴδιος καί δέν εἶχε μυστικά ἀπό τούς φίλους του. Ἡ ζωή του ἦτο ἀνοικτό βιβλίο.»: [1359, 1431, 1578, 1527]
paragraph: 'Ο Κος καί ἡ Κα Κωνσταντίνου Σ. Βαρέτση καί τέκνα, ἡ Κα 'Αγγελική Βαρέτση (Κάιρον), ὁ Κος καί ἡ Κα Δημητρίου Ι. Βαρέτση καί τέκνα, ὁ Κος καί ἡ Κα Πανάγη Κοσμάτου καί τέκνα, καί οἱ λοιποί συγγενεῖς, μετά βαθυτάτης λύπης ἀγγέλλουν τόν θάνατον τῆς προσφιλοῦς αὐτῶν μητρός, μάμμης, ἀδελφῆς, θείας καί συγγενοῦς: [530, 526, 724, 719]
paragraph: — Καί σεῖς; ρώτησε σιγά. Θά μείνετε μαζί μας ὡς τό τέλος; — Ναί, ἀπάντησε ὁ Φρειδερίκος, θά μείνω. Τό ὑπόσχομαι.: [280, 1603, 518, 1671]
article-headline: ΦΩΚΙΑ ΣΠΙΤΙΑ: [930, 614, 1114, 646]
cinema-name: ΚΙΝΗΜ. ΤΗΣ ΕΚΘΕΣΕΩΣ: [333, 770, 496, 786]
